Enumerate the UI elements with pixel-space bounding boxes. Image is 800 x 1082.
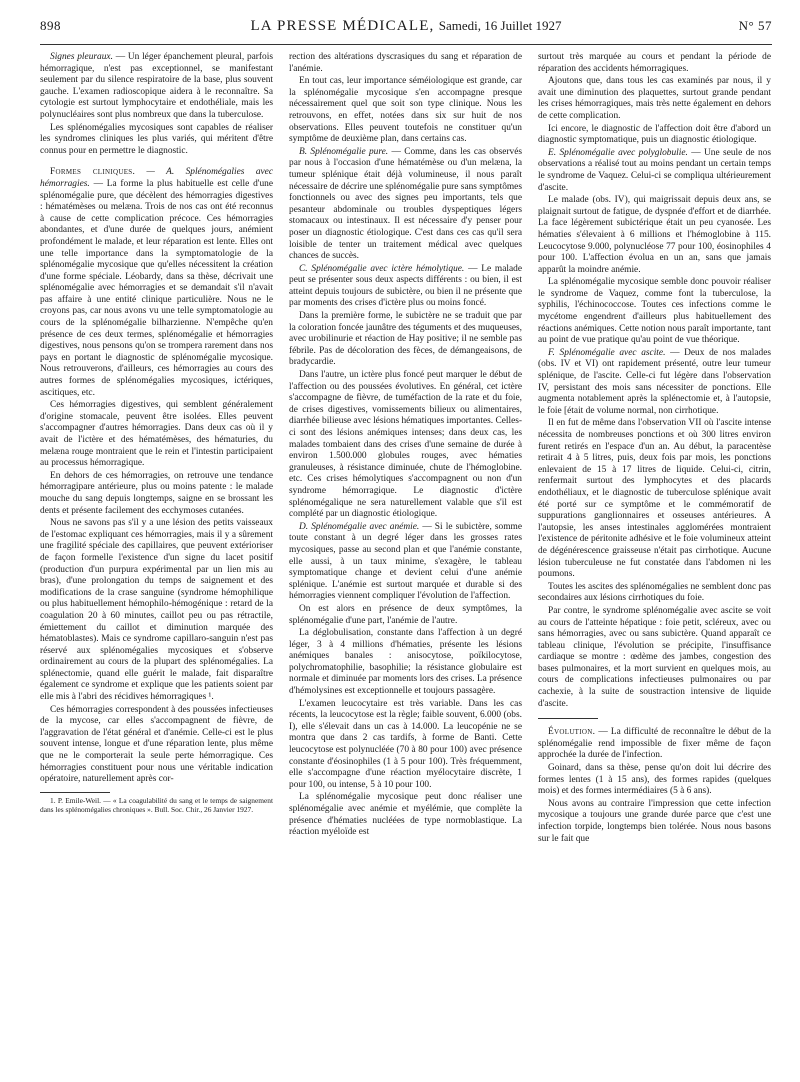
subsection-heading: D. Splénomégalie avec anémie. [299, 521, 420, 532]
section-heading: Formes cliniques. [50, 167, 136, 178]
paragraph: Nous ne savons pas s'il y a une lésion des petits vaisseaux de l'estomac expliquant ces hémorragies, mais il y a sûrement une fragilité spéciale des capillaires, que peuvent extérioriser de façon formelle l'existence d'un signe du lacet positif (production d'un purpura expérimental par un lien mis au bras), d'une prolongation du temps de saignement et des modifications de la crase sanguine (syndrome hémophilique ou plus habituellement hémophilo-hémogénique : retard de la coagulation 20 à 60 minutes, caillot peu ou pas rétractile, émiettement du caillot et diminution marquée des hématoblastes). Mais ce syndrome capillaro-sanguin n'est pas réservé aux splénomégalies mycosiques et s'observe ordinairement au cours de la plupart des splénomégalies. La splénectomie, quand elle guérit le malade, fait disparaître également ce syndrome et explique que les patients soient par elle mis à l'abri des récidives hémorragiques ¹. [40, 518, 273, 703]
journal-title [40, 18, 772, 35]
paragraph: En tout cas, leur importance séméiologique est grande, car la splénomégalie mycosique s'en accompagne presque nécessairement quel que soit son type clinique. Nous les retrouvons, en effet, notées dans six sur huit de nos observations. Elles peuvent toutefois ne constituer qu'un symptôme de deuxième plan, dans certains cas. [289, 76, 522, 145]
paragraph: Évolution. — La difficulté de reconnaître le début de la splénomégalie rend impossible de fixer même de façon approchée la durée de l'infection. [538, 727, 771, 761]
footnote: 1. P. Emile-Weil. — « La coagulabilité du sang et le temps de saignement dans les splénomégalies chroniques ». Bull. Soc. Chir., 26 Janvier 1927. [40, 795, 273, 814]
column-1 [40, 52, 273, 1067]
paragraph: Le malade (obs. IV), qui maigrissait depuis deux ans, se plaignait surtout de fatigue, de dyspnée d'effort et de diarrhée. La face légèrement subictérique était un peu cyanosée. Les hématies s'élevaient à 6 millions et l'hémoglobine à 115. Leucocytose 9.000, polynucléose 77 pour 100, éosinophiles 4 pour 100. L'affection évolua en un an, sans que jamais apparût la moindre anémie. [538, 195, 771, 275]
paragraph: Il en fut de même dans l'observation VII où l'ascite intense nécessita de nombreuses ponctions et où 300 litres environ furent retirés en l'espace d'un an. Au début, la paracentèse retirait 4 à 5 litres, puis, deux fois par mois, les ponctions enlevaient de 15 à 17 litres de liquide. Celui-ci, citrin, renfermait surtout des lymphocytes et des placards endothéliaux, et le diagnostic de tuberculose splénique avait été porté sur ce symptôme et le commémoratif de suppurations ganglionnaires et osseuses antérieures. A l'autopsie, les anses intestinales agglomérées montraient l'existence de péritonite adhésive et le foie volumineux atteint de dégénérescence graisseuse n'était pas cirrhotique. Aucune lésion tuberculeuse ne fut constatée dans l'abdomen ni les poumons. [538, 418, 771, 580]
subsection-heading: — A. Splénomégalies avec hémorragies. [40, 167, 273, 189]
paragraph: C. Splénomégalie avec ictère hémolytique. — Le malade peut se présenter sous deux aspects différents : ou bien, il est atteint depuis toujours de subictère, ou bien il ne présente que par moments des crises d'ictère plus ou moins foncé. [289, 263, 522, 309]
issue-number: N° 57 [738, 18, 772, 33]
section-label: Signes pleuraux. [50, 52, 113, 62]
paragraph: L'examen leucocytaire est très variable. Dans les cas récents, la leucocytose est la règle; faible souvent, 6.000 (obs. I), elle s'élevait dans un cas à 14.000. La leucopénie ne se montra que dans 2 cas tardifs, à forme de Banti. Cette leucocytose est polynucléée (70 à 80 pour 100) avec présence constante d'éosinophiles (1 à 5 pour 100). Très fréquemment, elle s'accompagne d'une réaction myélocytaire discrète, 1 pour 100, ou intense, 5 à 10 pour 100. [289, 698, 522, 790]
page-number: 898 [40, 18, 61, 33]
paragraph: F. Splénomégalie avec ascite. — Deux de nos malades (obs. IV et VI) ont rapidement présenté, outre leur tumeur splénique, de l'ascite. Celle-ci fut légère dans l'observation IV, persistant des mois sans nécessiter de ponctions. Elle augmenta notablement après la splénectomie et, à l'autopsie, le foie [était de volume normal, non cirrhotique. [538, 347, 771, 416]
issue-date: Samedi, 16 Juillet 1927 [438, 18, 562, 33]
paragraph: La splénomégalie mycosique semble donc pouvoir réaliser le syndrome de Vaquez, comme font la tuberculose, la syphilis, l'échinococcose. Toutes ces infections comme le mycétome engendrent d'ailleurs plus habituellement des réactions anémiques. Cette notion nous paraît importante, tant au point de vue pratique qu'au point de vue théorique. [538, 277, 771, 346]
journal-name: LA PRESSE MÉDICALE, [250, 18, 435, 34]
paragraph: Nous avons au contraire l'impression que cette infection mycosique a toujours une grande durée parce que c'est une infection torpide, longtemps bien tolérée. Nous nous basons sur le fait que [538, 798, 771, 844]
paragraph: E. Splénomégalie avec polyglobulie. — Une seule de nos observations a réalisé tout au moins pendant un certain temps le syndrome de Vaquez. Celui-ci se compliqua ultérieurement d'ascite. [538, 147, 771, 193]
running-header [40, 18, 772, 40]
section-heading: Évolution. [548, 727, 596, 738]
column-3 [538, 52, 771, 1067]
column-2 [289, 52, 522, 1067]
paragraph: D. Splénomégalie avec anémie. — Si le subictère, somme toute constant à un degré léger dans les grosses rates mycosiques, passe au second plan et que l'anémie constante, elle aussi, à un taux minime, s'exagère, le tableau symptomatique change et devient celui d'une anémie splénique. L'anémie est surtout marquée et durable si des hémorragies viennent compliquer l'évolution de l'affection. [289, 521, 522, 602]
paragraph: Toutes les ascites des splénomégalies ne semblent donc pas secondaires aux lésions cirrhotiques du foie. [538, 581, 771, 604]
paragraph: Ici encore, le diagnostic de l'affection doit être d'abord un diagnostic symptomatique, puis un diagnostic étiologique. [538, 123, 771, 146]
footnote-rule [40, 792, 110, 793]
paragraph: On est alors en présence de deux symptômes, la splénomégalie d'une part, l'anémie de l'autre. [289, 603, 522, 626]
paragraph: Dans l'autre, un ictère plus foncé peut marquer le début de l'affection ou des poussées évolutives. En général, cet ictère s'accompagne de fièvre, de tuméfaction de la rate et du foie, de crises digestives, vomissements bilieux ou alimentaires, diarrhée bilieuse avec lésions hématiques importantes. Celles-ci sont des lésions anémiques intenses; dans deux cas, les malades tombaient dans des crises d'une semaine de durée à environ 1.500.000 globules rouges, avec hématies granuleuses, à résistance diminuée, chute de l'hémoglobine. etc. Ces crises hémolytiques s'accompagnent ou non d'un syndrome hémorragique. Le diagnostic d'ictère splénomégalique ne sera naturellement valable que s'il est complété par un diagnostic étiologique. [289, 370, 522, 520]
paragraph: surtout très marquée au cours et pendant la période de réparation des accidents hémorragiques. [538, 52, 771, 74]
paragraph: La déglobulisation, constante dans l'affection à un degré léger, 3 à 4 millions d'hématies, présente les lésions anémiques banales : anisocytose, poïkilocytose, polychromatophilie, basophilie; la résistance globulaire est normale et diminuée par moments lors des crises. La présence d'hémolysines est exceptionnelle et toujours passagère. [289, 628, 522, 697]
paragraph: rection des altérations dyscrasiques du sang et réparation de l'anémie. [289, 52, 522, 74]
paragraph: B. Splénomégalie pure. — Comme, dans les cas observés par nous à l'occasion d'une hématémèse ou d'un melæna, la tumeur splénique était déjà volumineuse, il nous paraît nécessaire de décrire une splénomégalie pure sans symptômes fonctionnels ou avec des signes peu importants, tels que pesanteur abdominale ou troubles dyspeptiques légers stomacaux ou intestinaux. Il est nécessaire d'y penser pour poser un diagnostic étiologique. C'est dans ces cas qu'il sera loisible de tenter un traitement médical avec quelques chances de succès. [289, 146, 522, 262]
paragraph: Ajoutons que, dans tous les cas examinés par nous, il y avait une diminution des plaquettes, surtout grande pendant les crises hémorragiques, mais très nette également en dehors de cette complication. [538, 76, 771, 121]
subsection-heading: C. Splénomégalie avec ictère hémolytique. [299, 263, 465, 274]
paragraph: Les splénomégalies mycosiques sont capables de réaliser les syndromes cliniques les plus variés, qui méritent d'être connus pour en permettre le diagnostic. [40, 122, 273, 156]
header-rule [40, 44, 772, 45]
subsection-heading: E. Splénomégalie avec polyglobulie. [548, 147, 688, 158]
paragraph: Formes cliniques. — A. Splénomégalies avec hémorragies. — La forme la plus habituelle est celle d'une splénomégalie pure, que décèlent des hémorragies digestives : hématémèses ou melæna. Trois de nos cas ont été reconnus à cause de cette complication précoce. Ces hémorragies abondantes, et d'une durée de quelques jours, anémient profondément le malade, et leur réparation est lente. Elles ont une telle importance dans la symptomatologie de la splénomégalie mycosique que qu'elles nécessitent la création d'une forme spéciale. Léobardy, dans sa thèse, décrivait une splénomégalie avec hémorragies et se demandait s'il n'avait pas affaire à une entité clinique particulière. Nous ne le croyons pas, car nous avons vu une telle symptomatologie au cours de la splénomégalie bilharzienne. N'empêche qu'en présence de ces deux termes, splénomégalie et hémorragies digestives, nous pensons qu'on se tromperа rarement dans nos pays en portant le diagnostic de splénomégalie mycosique. Nous retrouverons, d'ailleurs, ces hémorragies au cours des autres formes de splénomégalies mycosiques, ictériques, ascitiques, etc. [40, 167, 273, 398]
paragraph: Signes pleuraux. — Un léger épanchement pleural, parfois hémorragique, n'est pas exceptionnel, se manifestant seulement par du silence respiratoire de la base, plus souvent gauche. L'examen radioscopique aidera à le reconnaître. Sa cytologie est surtout lymphocytaire et endothéliale, mais les polynucléaires sont plus nombreux que dans la tuberculose. [40, 52, 273, 120]
subsection-heading: B. Splénomégalie pure. [299, 146, 389, 157]
paragraph: Par contre, le syndrome splénomégalie avec ascite se voit au cours de l'atteinte hépatique : foie petit, scléreux, avec ou sans hémorragies, avec ou sans subictère. Quand apparaît ce tableau clinique, l'évolution se précipite, l'insuffisance cardiaque se montre : œdème des jambes, congestion des bases pulmonaires, et la mort survient en quelques mois, au cours de complications infectieuses pulmonaires ou par cachexie, à la suite de soustraction intensive de liquide d'ascite. [538, 605, 771, 709]
section-rule [538, 718, 598, 719]
paragraph: Ces hémorragies digestives, qui semblent généralement d'origine stomacale, peuvent être isolées. Elles peuvent s'accompagner d'autres hémorragies. Dans deux cas où il y avait de l'ictère et des hématémèses, des hématuries, du melæna rouge montraient que le rein et l'intestin participaient au processus hémorragique. [40, 400, 273, 469]
paragraph: Ces hémorragies correspondent à des poussées infectieuses de la mycose, car elles s'accompagnent de fièvre, de l'aggravation de l'état général et d'anémie. Celle-ci est le plus souvent intense, longue et d'une réparation lente, plus même que ne le comporterait la seule perte hémorragique. Ces hémorragies constituent pour nous une véritable indication opératoire, naturellement après cor- [40, 704, 273, 785]
subsection-heading: F. Splénomégalie avec ascite. [548, 347, 666, 358]
paragraph: Goinard, dans sa thèse, pense qu'on doit lui décrire des formes lentes (1 à 15 ans), des formes rapides (quelques mois) et des formes intermédiaires (5 à 6 ans). [538, 763, 771, 797]
paragraph: Dans la première forme, le subictère ne se traduit que par la coloration foncée jaunâtre des téguments et des muqueuses, avec urobilinurie et réaction de Hay positive; il ne semble pas fébrile. Pas de décoloration des fèces, de démangeaisons, de bradycardie. [289, 311, 522, 368]
paragraph: La splénomégalie mycosique peut donc réaliser une splénomégalie avec anémie et myélémie, que complète la présence d'hématies nucléées de type normoblastique. La réaction myéloïde est [289, 792, 522, 838]
paragraph: En dehors de ces hémorragies, on retrouve une tendance hémorragipare antérieure, plus ou moins patente : le malade mouche du sang depuis longtemps, saigne en se brossant les dents et présente facilement des ecchymoses cutanées. [40, 470, 273, 516]
